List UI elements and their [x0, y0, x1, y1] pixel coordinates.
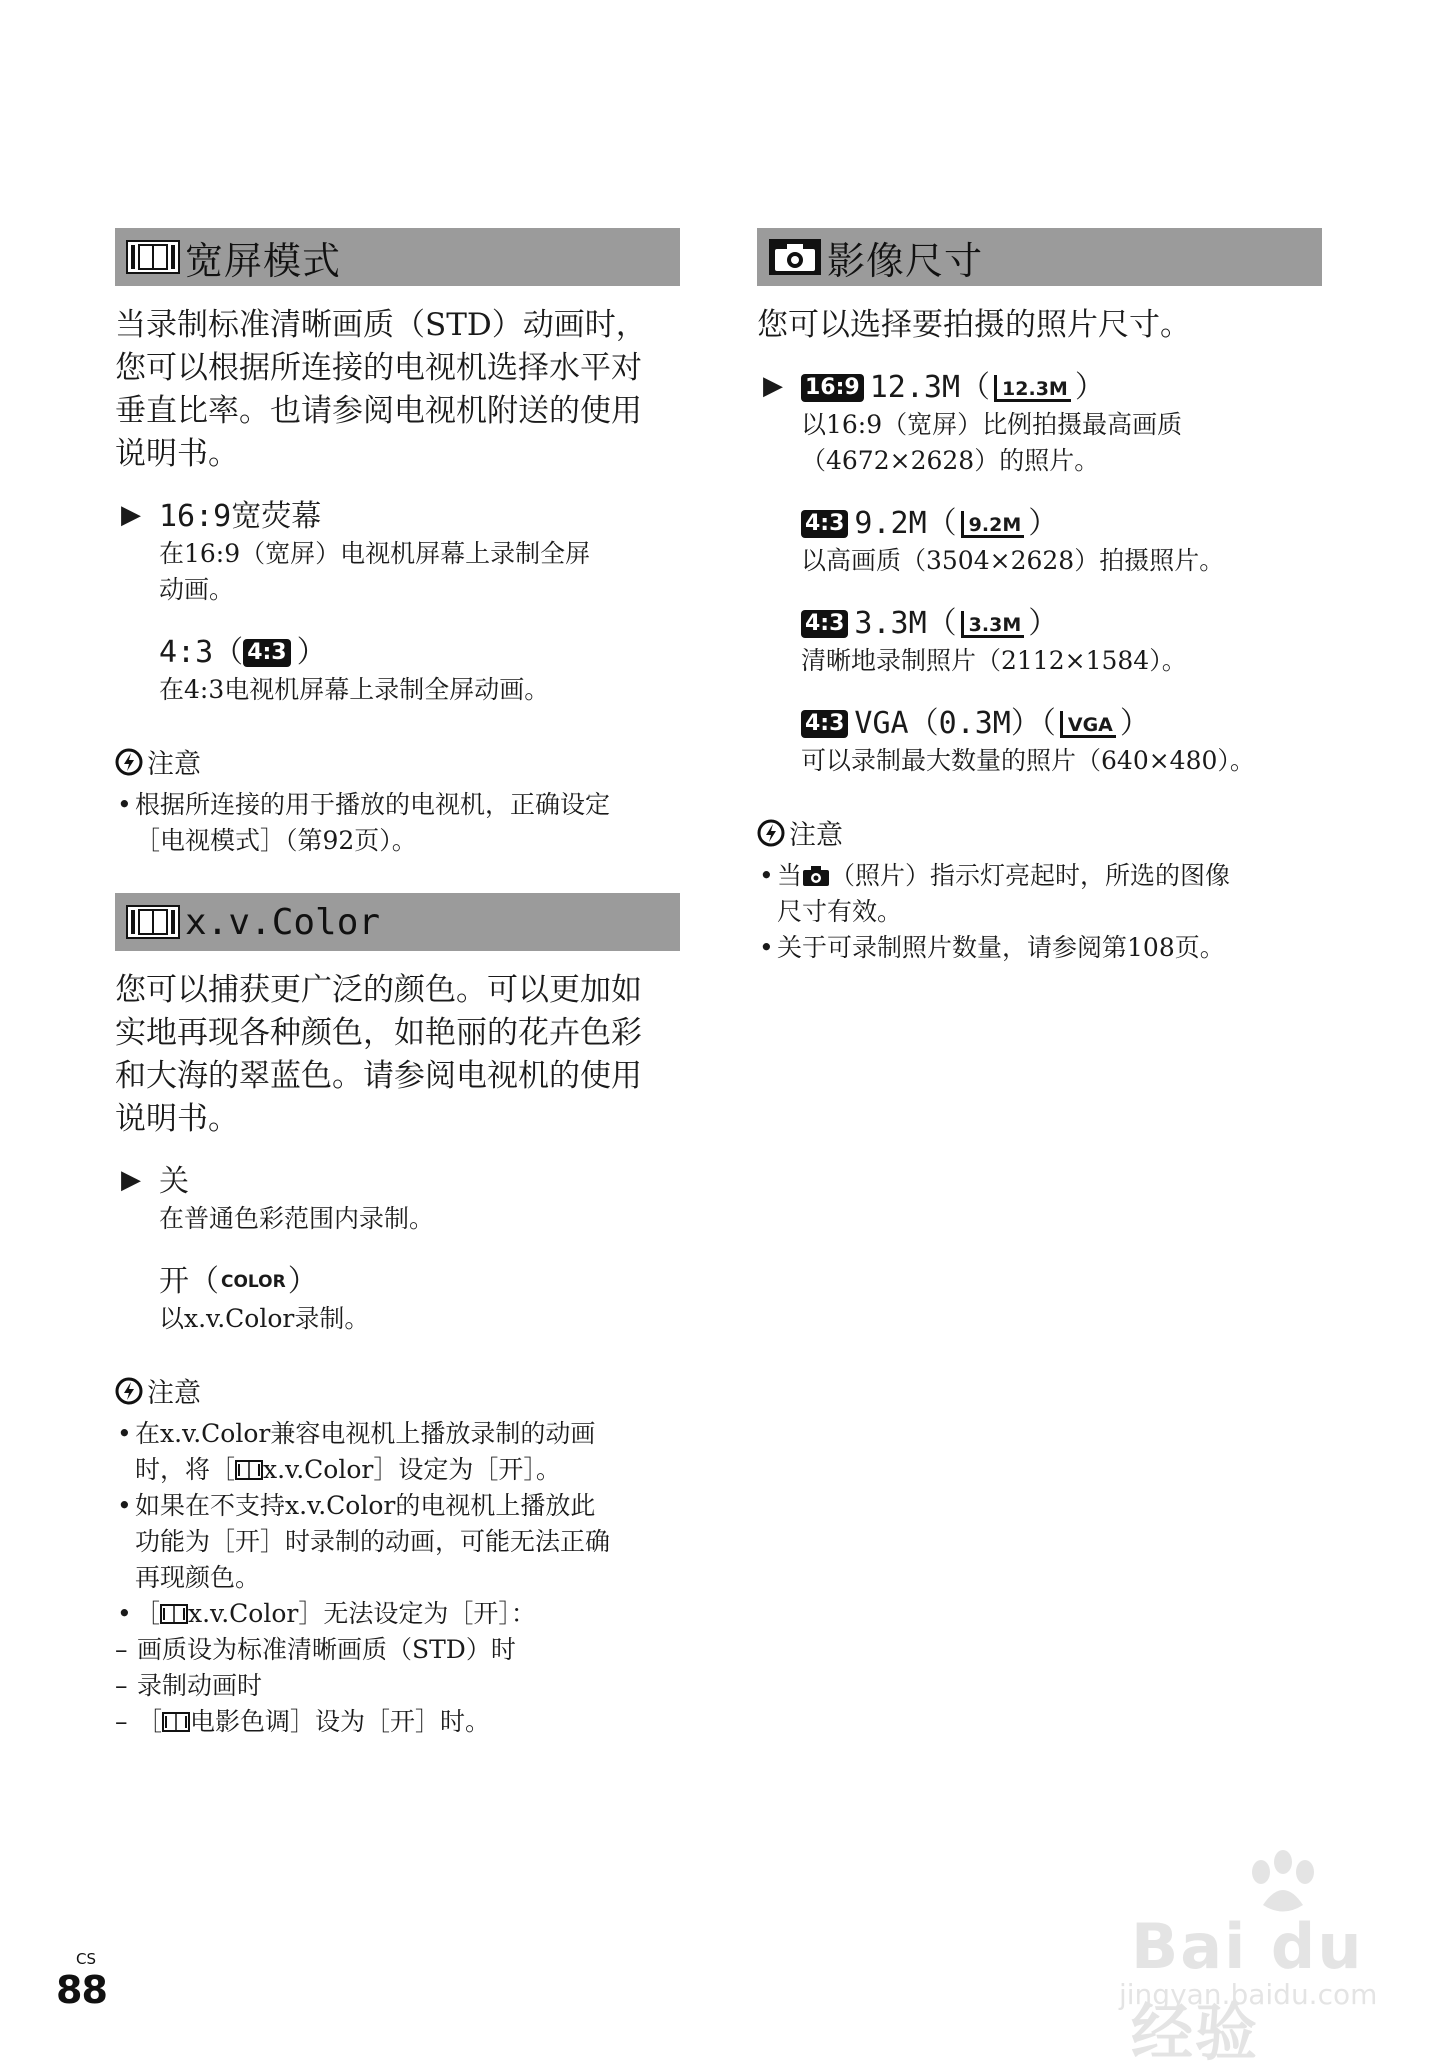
default-arrow-icon: ▶: [121, 500, 141, 530]
option-vga: [757, 705, 1322, 779]
film-icon: [160, 1604, 188, 1624]
option-desc: 在4:3电视机屏幕上录制全屏动画。: [159, 675, 550, 704]
notes-list: [115, 787, 680, 859]
note-item: • 根据所连接的用于播放的电视机，正确设定 ［电视模式］（第92页）。: [115, 787, 680, 859]
option-desc: 以x.v.Color录制。: [159, 1304, 370, 1333]
default-arrow-icon: ▶: [763, 371, 783, 401]
note-heading: 注意: [757, 813, 1322, 852]
baidu-watermark: [1011, 1850, 1378, 2069]
option-on: [115, 1263, 680, 1337]
film-icon: [235, 1460, 263, 1480]
option-4-3: [115, 634, 680, 708]
camera-icon: [802, 865, 830, 887]
sub-item: – 录制动画时: [115, 1668, 680, 1704]
option-off-default: [115, 1163, 680, 1237]
caution-icon: [115, 748, 143, 776]
option-desc: 以高画质（3504×2628）拍摄照片。: [801, 546, 1225, 575]
note-item: • 在x.v.Color兼容电视机上播放录制的动画 时，将［ x.v.Color］设定为［开］。: [115, 1416, 680, 1488]
section-title: 影像尺寸: [827, 238, 984, 283]
option-desc: 在16:9（宽屏）电视机屏幕上录制全屏 动画。: [159, 539, 591, 604]
option-desc: 可以录制最大数量的照片（640×480）。: [801, 746, 1255, 775]
caution-icon: [757, 819, 785, 847]
section-header-image-size: [757, 228, 1322, 286]
camera-icon: [767, 237, 823, 277]
size-9-2m-icon: 9.2M: [961, 511, 1025, 538]
option-16-9-default: [115, 498, 680, 608]
section-header-xvcolor: [115, 893, 680, 951]
note-heading: 注意: [115, 742, 680, 781]
aspect-4-3-icon: 4:3: [243, 639, 290, 667]
caution-icon: [115, 1377, 143, 1405]
note-item: • 如果在不支持x.v.Color的电视机上播放此 功能为［开］时录制的动画，可能无法正确 再现颜色。: [115, 1488, 680, 1596]
aspect-4-3-icon: 4:3: [801, 710, 848, 738]
size-12-3m-icon: 12.3M: [994, 375, 1071, 402]
xv-color-icon: COLOR: [221, 1272, 286, 1292]
watermark-text: Bai du 经验: [1131, 1910, 1364, 2069]
size-vga-icon: VGA: [1060, 711, 1116, 738]
right-column: [757, 228, 1322, 966]
sub-item: – ［ 电影色调］设为［开］时。: [115, 1704, 680, 1740]
option-desc: 在普通色彩范围内录制。: [159, 1204, 435, 1233]
section-intro: 当录制标准清晰画质（STD）动画时， 您可以根据所连接的电视机选择水平对 垂直比率。也请参阅电视机附送的使用 说明书。: [115, 307, 647, 472]
section-intro: 您可以选择要拍摄的照片尺寸。: [757, 307, 1191, 343]
page-number: [56, 1950, 107, 2012]
note-heading: 注意: [115, 1371, 680, 1410]
notes-list: [115, 1416, 680, 1632]
sub-list: [115, 1632, 680, 1740]
option-label: 4:3（ 4:3 ）: [159, 635, 327, 670]
option-desc: 以16:9（宽屏）比例拍摄最高画质 （4672×2628）的照片。: [801, 410, 1183, 475]
aspect-16-9-icon: 16:9: [801, 374, 864, 402]
option-label: 开（ COLOR ）: [159, 1264, 318, 1299]
size-3-3m-icon: 3.3M: [961, 611, 1025, 638]
note-item: • 关于可录制照片数量，请参阅第108页。: [757, 930, 1322, 966]
option-label: 4:3 9.2M（ 9.2M ）: [801, 505, 1322, 543]
note-item: • ［ x.v.Color］无法设定为［开］：: [115, 1596, 680, 1632]
film-icon: [162, 1712, 190, 1732]
film-icon: [125, 902, 181, 942]
sub-item: – 画质设为标准清晰画质（STD）时: [115, 1632, 680, 1668]
option-label: 关: [159, 1164, 189, 1199]
option-label: 16:9 12.3M（ 12.3M ）: [801, 369, 1322, 407]
watermark-url: jingyan.baidu.com: [1119, 1978, 1378, 2011]
film-icon: [125, 237, 181, 277]
left-column: [115, 228, 680, 1740]
option-label: 16:9宽荧幕: [159, 499, 322, 534]
section-title: x.v.Color: [185, 901, 381, 943]
option-9-2m: [757, 505, 1322, 579]
option-label: 4:3 3.3M（ 3.3M ）: [801, 605, 1322, 643]
page-number-value: 88: [56, 1968, 107, 2012]
aspect-4-3-icon: 4:3: [801, 510, 848, 538]
option-label: 4:3 VGA（0.3M）（ VGA ）: [801, 705, 1322, 743]
option-12-3m-default: [757, 369, 1322, 479]
aspect-4-3-icon: 4:3: [801, 610, 848, 638]
section-title: 宽屏模式: [185, 238, 342, 283]
option-desc: 清晰地录制照片（2112×1584）。: [801, 646, 1187, 675]
section-intro: 您可以捕获更广泛的颜色。可以更加如 实地再现各种颜色，如艳丽的花卉色彩 和大海的翠蓝色。请参阅电视机的使用 说明书。: [115, 972, 642, 1137]
note-item: • 当 （照片）指示灯亮起时，所选的图像 尺寸有效。: [757, 858, 1322, 930]
option-3-3m: [757, 605, 1322, 679]
notes-list: [757, 858, 1322, 966]
section-header-widescreen: [115, 228, 680, 286]
language-code: CS: [76, 1950, 96, 1968]
default-arrow-icon: ▶: [121, 1165, 141, 1195]
